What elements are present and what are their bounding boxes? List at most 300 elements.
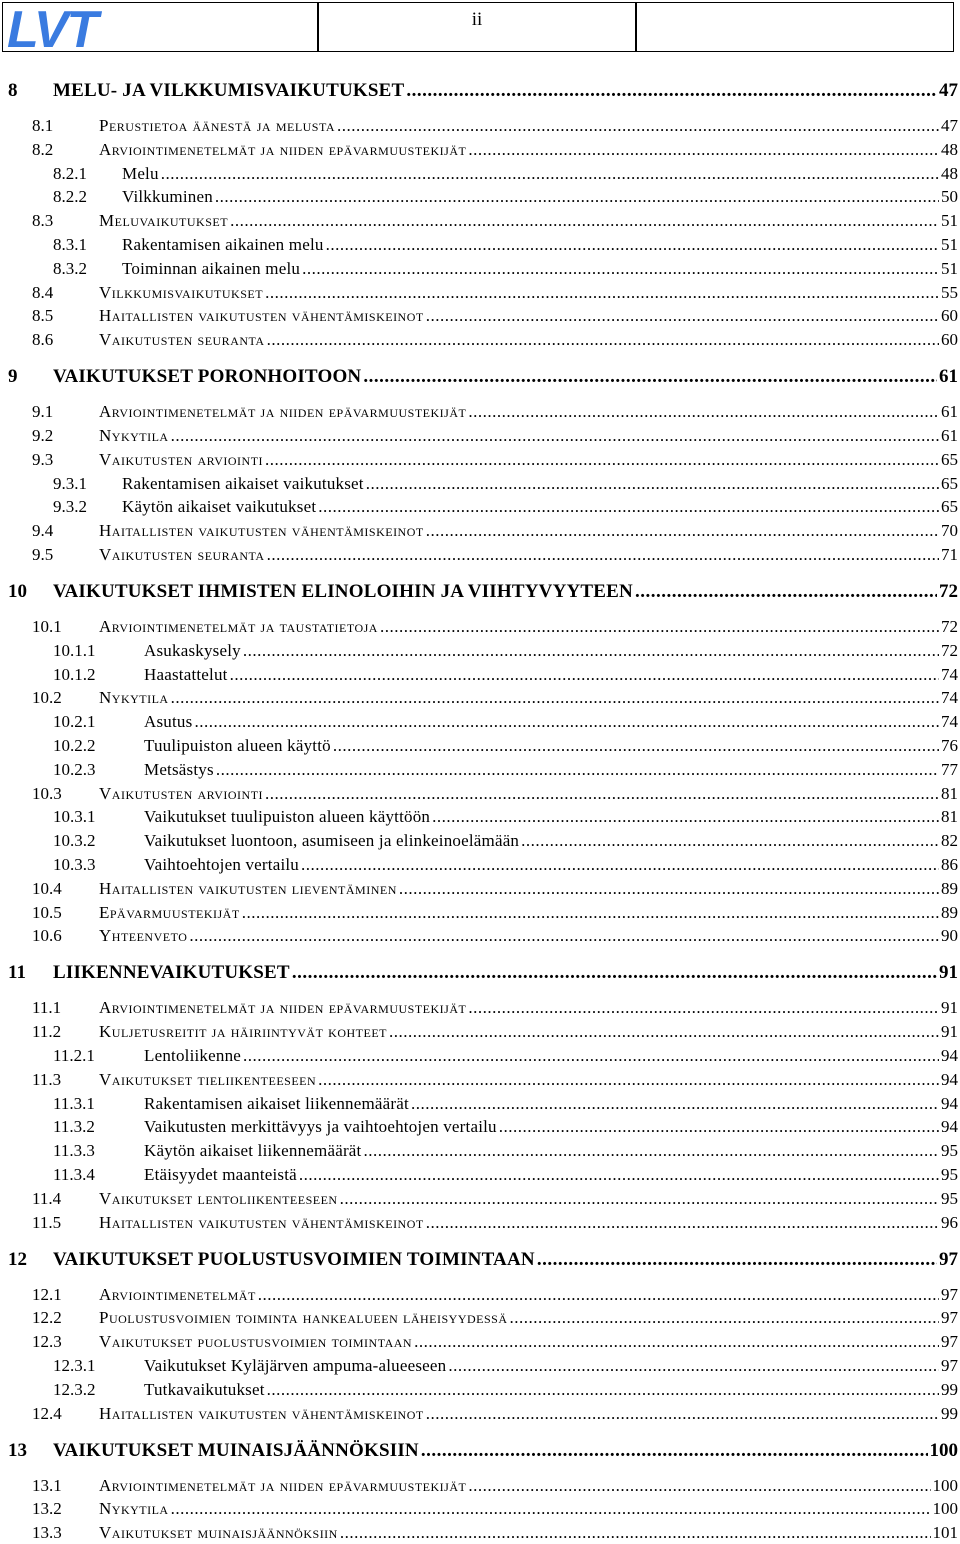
toc-page-number: 77 bbox=[941, 759, 958, 779]
toc-title: Vilkkumisvaikutukset bbox=[99, 282, 264, 302]
toc-leader-dots bbox=[432, 807, 939, 827]
toc-title: Nykytila bbox=[99, 426, 169, 445]
toc-title: Tuulipuiston alueen käyttö bbox=[144, 736, 331, 755]
toc-title-line bbox=[144, 1117, 960, 1137]
toc-section[interactable] bbox=[0, 1404, 960, 1424]
toc-title: Lentoliikenne bbox=[144, 1046, 242, 1065]
toc-page-number: 97 bbox=[941, 1332, 958, 1352]
toc-number: 11.3.4 bbox=[53, 1165, 95, 1184]
toc-leader-dots bbox=[292, 962, 937, 984]
toc-title-line bbox=[99, 306, 960, 326]
toc-number: 11.1 bbox=[32, 998, 62, 1018]
toc-page-number: 51 bbox=[941, 258, 958, 278]
toc-section[interactable] bbox=[0, 330, 960, 350]
toc-title-line bbox=[99, 450, 960, 470]
toc-title: Tutkavaikutukset bbox=[144, 1379, 265, 1399]
toc-number: 10.1.1 bbox=[53, 640, 96, 660]
toc-page-number: 65 bbox=[941, 497, 958, 517]
toc-subsection[interactable] bbox=[0, 1094, 960, 1114]
toc-number: 9.2 bbox=[32, 426, 54, 445]
toc-page-number: 72 bbox=[941, 617, 958, 636]
toc-chapter[interactable] bbox=[0, 1440, 960, 1464]
toc-section[interactable] bbox=[0, 1213, 960, 1233]
toc-number: 8.5 bbox=[32, 306, 54, 326]
toc-page-number: 72 bbox=[939, 581, 958, 602]
toc-page-number: 47 bbox=[941, 116, 958, 135]
toc-number: 12.4 bbox=[32, 1403, 62, 1423]
toc-leader-dots bbox=[426, 1404, 939, 1424]
toc-subsection[interactable] bbox=[0, 855, 960, 875]
toc-leader-dots bbox=[216, 760, 939, 780]
toc-subsection[interactable] bbox=[0, 1380, 960, 1400]
toc-title-line bbox=[144, 807, 960, 827]
toc-page-number: 61 bbox=[941, 426, 958, 445]
toc-title: VAIKUTUKSET PORONHOITOON bbox=[53, 366, 362, 388]
toc-title-line bbox=[122, 235, 960, 255]
toc-page-number: 82 bbox=[941, 831, 958, 851]
toc-title-line bbox=[99, 879, 960, 899]
toc-subsection[interactable] bbox=[0, 831, 960, 851]
toc-number: 13 bbox=[8, 1439, 27, 1461]
toc-title: Vaikutukset muinaisjäännöksiin bbox=[99, 1523, 338, 1543]
toc-number: 10.5 bbox=[32, 902, 62, 922]
toc-section[interactable] bbox=[0, 784, 960, 804]
toc-title-line bbox=[144, 665, 960, 685]
toc-subsection[interactable] bbox=[0, 641, 960, 661]
toc-title: Vaikutusten arviointi bbox=[99, 783, 264, 803]
toc-section[interactable] bbox=[0, 1070, 960, 1090]
toc-number: 10.4 bbox=[32, 878, 62, 898]
toc-page-number: 95 bbox=[941, 1188, 958, 1208]
toc-number: 11.3 bbox=[32, 1069, 62, 1089]
toc-title: Vaikutusten arviointi bbox=[99, 449, 264, 469]
toc-leader-dots bbox=[499, 1117, 939, 1137]
toc-page-number: 60 bbox=[941, 306, 958, 326]
toc-number: 8.3.2 bbox=[53, 258, 87, 278]
toc-title-line bbox=[99, 688, 960, 708]
toc-title-line bbox=[144, 736, 960, 756]
toc-leader-dots bbox=[521, 831, 939, 851]
toc-number: 8.3 bbox=[32, 211, 54, 231]
toc-number: 10 bbox=[8, 581, 27, 602]
toc-title: Vaikutusten seuranta bbox=[99, 330, 265, 350]
toc-leader-dots bbox=[265, 784, 939, 804]
toc-number: 12.2 bbox=[32, 1308, 62, 1328]
toc-subsection[interactable] bbox=[0, 1046, 960, 1066]
toc-page-number: 48 bbox=[941, 163, 958, 183]
toc-subsection[interactable] bbox=[0, 474, 960, 494]
toc-number: 8.3.1 bbox=[53, 235, 87, 254]
toc-number: 8.1 bbox=[32, 116, 54, 135]
toc-leader-dots bbox=[421, 1440, 928, 1462]
toc-number: 10.3 bbox=[32, 783, 62, 803]
toc-leader-dots bbox=[318, 497, 939, 517]
toc-section[interactable] bbox=[0, 879, 960, 899]
toc-leader-dots bbox=[161, 164, 939, 184]
toc-title: Arviointimenetelmät ja niiden epävarmuustekijät bbox=[99, 1475, 467, 1495]
toc-section[interactable] bbox=[0, 998, 960, 1018]
toc-title: VAIKUTUKSET IHMISTEN ELINOLOIHIN JA VIIHTYVYYTEEN bbox=[53, 581, 633, 602]
toc-title-line bbox=[99, 1499, 960, 1519]
toc-title-line bbox=[99, 998, 960, 1018]
toc-number: 8.2.1 bbox=[53, 163, 87, 183]
toc-number: 8.2 bbox=[32, 139, 54, 159]
toc-leader-dots bbox=[301, 855, 939, 875]
toc-title-line bbox=[53, 1440, 960, 1462]
toc-title: Haitallisten vaikutusten vähentämiskeinot bbox=[99, 306, 424, 326]
lvt-logo bbox=[7, 5, 131, 49]
toc-page-number: 90 bbox=[941, 926, 958, 946]
toc-subsection[interactable] bbox=[0, 807, 960, 827]
toc-page-number: 74 bbox=[941, 688, 958, 708]
toc-section[interactable] bbox=[0, 450, 960, 470]
toc-title-line bbox=[144, 1141, 960, 1161]
toc-page-number: 81 bbox=[941, 783, 958, 803]
toc-leader-dots bbox=[230, 665, 939, 685]
toc-page-number: 65 bbox=[941, 449, 958, 469]
toc-title: Haitallisten vaikutusten lieventäminen bbox=[99, 878, 397, 898]
toc-number: 12 bbox=[8, 1248, 27, 1270]
toc-title: Kuljetusreitit ja häiriintyvät kohteet bbox=[99, 1022, 387, 1042]
toc-title: Vaikutukset puolustusvoimien toimintaan bbox=[99, 1332, 413, 1352]
toc-title-line bbox=[144, 760, 960, 780]
toc-section[interactable] bbox=[0, 617, 960, 637]
toc-number: 12.3.1 bbox=[53, 1356, 96, 1375]
toc-title-line bbox=[99, 1189, 960, 1209]
toc-title: Haastattelut bbox=[144, 664, 228, 684]
toc-number: 9.3.1 bbox=[53, 473, 87, 493]
toc-page-number: 71 bbox=[941, 545, 958, 564]
toc-section[interactable] bbox=[0, 116, 960, 136]
toc-leader-dots bbox=[299, 1165, 939, 1185]
toc-number: 11.2 bbox=[32, 1022, 62, 1042]
toc-chapter[interactable] bbox=[0, 1249, 960, 1273]
toc-leader-dots bbox=[426, 1213, 939, 1233]
toc-leader-dots bbox=[468, 402, 939, 422]
toc-section[interactable] bbox=[0, 1022, 960, 1042]
toc-leader-dots bbox=[510, 1308, 940, 1328]
toc-title-line bbox=[99, 926, 960, 946]
toc-section[interactable] bbox=[0, 926, 960, 946]
toc-leader-dots bbox=[215, 187, 939, 207]
toc-section[interactable] bbox=[0, 545, 960, 565]
toc-title-line bbox=[99, 521, 960, 541]
toc-leader-dots bbox=[171, 688, 939, 708]
toc-number: 8.2.2 bbox=[53, 187, 87, 207]
toc-page-number: 100 bbox=[929, 1439, 958, 1461]
toc-leader-dots bbox=[389, 1022, 939, 1042]
toc-subsection[interactable] bbox=[0, 164, 960, 184]
toc-leader-dots bbox=[333, 736, 939, 756]
toc-number: 12.1 bbox=[32, 1284, 62, 1304]
toc-title: Vaikutusten merkittävyys ja vaihtoehtojen vertailu bbox=[144, 1117, 497, 1137]
toc-title-line bbox=[144, 1165, 960, 1185]
toc-title: Vaihtoehtojen vertailu bbox=[144, 855, 299, 874]
toc-title-line bbox=[53, 1249, 960, 1271]
toc-section[interactable] bbox=[0, 306, 960, 326]
toc-page-number: 51 bbox=[941, 211, 958, 231]
toc-number: 8.4 bbox=[32, 282, 54, 302]
toc-page-number: 74 bbox=[941, 712, 958, 732]
toc-title: Haitallisten vaikutusten vähentämiskeinot bbox=[99, 1403, 424, 1423]
toc-number: 10.3.2 bbox=[53, 831, 96, 851]
toc-title-line bbox=[144, 1380, 960, 1400]
toc-subsection[interactable] bbox=[0, 760, 960, 780]
toc-leader-dots bbox=[318, 1070, 939, 1090]
toc-title-line bbox=[99, 426, 960, 446]
toc-leader-dots bbox=[380, 617, 939, 637]
toc-title: Etäisyydet maanteistä bbox=[144, 1165, 297, 1184]
toc-leader-dots bbox=[411, 1094, 939, 1114]
toc-page-number: 81 bbox=[941, 807, 958, 827]
toc-title-line bbox=[99, 116, 960, 136]
toc-subsection[interactable] bbox=[0, 235, 960, 255]
toc-section[interactable] bbox=[0, 1476, 960, 1496]
toc-section[interactable] bbox=[0, 283, 960, 303]
toc-title: Melu bbox=[122, 163, 159, 183]
toc-title: Arviointimenetelmät ja niiden epävarmuustekijät bbox=[99, 402, 467, 422]
toc-page-number: 51 bbox=[941, 235, 958, 254]
toc-number: 9.3 bbox=[32, 449, 54, 469]
toc-leader-dots bbox=[468, 998, 939, 1018]
toc-title: Vilkkuminen bbox=[122, 187, 213, 207]
toc-number: 9.4 bbox=[32, 521, 54, 541]
toc-number: 11.3.2 bbox=[53, 1117, 95, 1137]
toc-number: 12.3 bbox=[32, 1332, 62, 1352]
toc-number: 8 bbox=[8, 80, 18, 101]
toc-page-number: 50 bbox=[941, 187, 958, 207]
toc-title: Arviointimenetelmät ja niiden epävarmuustekijät bbox=[99, 139, 467, 159]
toc-title: Vaikutukset Kyläjärven ampuma-alueeseen bbox=[144, 1356, 447, 1375]
toc-title-line bbox=[99, 283, 960, 303]
toc-title-line bbox=[99, 1285, 960, 1305]
toc-leader-dots bbox=[414, 1332, 939, 1352]
toc-section[interactable] bbox=[0, 1285, 960, 1305]
toc-subsection[interactable] bbox=[0, 1117, 960, 1137]
toc-chapter[interactable] bbox=[0, 581, 960, 605]
toc-leader-dots bbox=[340, 1189, 939, 1209]
toc-leader-dots bbox=[267, 545, 939, 565]
toc-leader-dots bbox=[340, 1523, 931, 1543]
toc-chapter[interactable] bbox=[0, 366, 960, 390]
toc-title-line bbox=[99, 211, 960, 231]
toc-title: Vaikutukset tuulipuiston alueen käyttöön bbox=[144, 807, 431, 827]
toc-number: 11.4 bbox=[32, 1188, 62, 1208]
toc-subsection[interactable] bbox=[0, 1356, 960, 1376]
toc-title: Rakentamisen aikaiset liikennemäärät bbox=[144, 1093, 409, 1113]
toc-title-line bbox=[144, 831, 960, 851]
toc-section[interactable] bbox=[0, 426, 960, 446]
toc-title: Rakentamisen aikainen melu bbox=[122, 235, 324, 254]
toc-chapter[interactable] bbox=[0, 962, 960, 986]
toc-title: VAIKUTUKSET PUOLUSTUSVOIMIEN TOIMINTAAN bbox=[53, 1248, 535, 1270]
toc-leader-dots bbox=[243, 641, 939, 661]
toc-page-number: 99 bbox=[941, 1403, 958, 1423]
toc-number: 11.3.3 bbox=[53, 1141, 95, 1161]
toc-title: Vaikutukset lentoliikenteeseen bbox=[99, 1188, 338, 1208]
toc-title-line bbox=[99, 140, 960, 160]
toc-page-number: 55 bbox=[941, 282, 958, 302]
toc-title: Vaikutusten seuranta bbox=[99, 545, 265, 564]
toc-title: Käytön aikaiset liikennemäärät bbox=[144, 1141, 362, 1161]
toc-title-line bbox=[144, 1356, 960, 1376]
toc-section[interactable] bbox=[0, 211, 960, 231]
toc-number: 11.5 bbox=[32, 1212, 62, 1232]
toc-leader-dots bbox=[265, 283, 939, 303]
toc-page-number: 100 bbox=[932, 1475, 958, 1495]
toc-leader-dots bbox=[243, 1046, 939, 1066]
lvt-logo-text: LVT bbox=[7, 5, 97, 49]
toc-page-number: 47 bbox=[939, 80, 958, 101]
toc-title-line bbox=[53, 80, 960, 102]
toc-section[interactable] bbox=[0, 1499, 960, 1519]
toc-title-line bbox=[99, 903, 960, 923]
toc-page-number: 72 bbox=[941, 640, 958, 660]
toc-section[interactable] bbox=[0, 402, 960, 422]
toc-leader-dots bbox=[326, 235, 939, 255]
toc-page-number: 60 bbox=[941, 330, 958, 350]
toc-section[interactable] bbox=[0, 521, 960, 541]
toc-subsection[interactable] bbox=[0, 665, 960, 685]
toc-leader-dots bbox=[267, 330, 939, 350]
toc-title: Yhteenveto bbox=[99, 926, 188, 946]
toc-number: 10.2.2 bbox=[53, 736, 96, 755]
toc-chapter[interactable] bbox=[0, 80, 960, 104]
toc-page-number: 91 bbox=[939, 962, 958, 984]
toc-number: 11 bbox=[8, 962, 26, 984]
toc-leader-dots bbox=[363, 366, 937, 388]
toc-title-line bbox=[99, 1070, 960, 1090]
toc-number: 12.3.2 bbox=[53, 1379, 96, 1399]
toc-title-line bbox=[99, 1308, 960, 1328]
toc-page-number: 91 bbox=[941, 998, 958, 1018]
toc-page-number: 95 bbox=[941, 1165, 958, 1184]
toc-section[interactable] bbox=[0, 1308, 960, 1328]
toc-page-number: 94 bbox=[941, 1046, 958, 1065]
toc-title-line bbox=[53, 962, 960, 984]
toc-subsection[interactable] bbox=[0, 497, 960, 517]
toc-title: Haitallisten vaikutusten vähentämiskeinot bbox=[99, 1212, 424, 1232]
toc-title: Arviointimenetelmät ja taustatietoja bbox=[99, 617, 378, 636]
toc-leader-dots bbox=[302, 259, 939, 279]
toc-page-number: 97 bbox=[939, 1248, 958, 1270]
toc-title-line bbox=[99, 1523, 960, 1543]
toc-title: VAIKUTUKSET MUINAISJÄÄNNÖKSIIN bbox=[53, 1439, 419, 1461]
toc-page-number: 86 bbox=[941, 855, 958, 874]
toc-title-line bbox=[99, 1404, 960, 1424]
toc-section[interactable] bbox=[0, 1189, 960, 1209]
toc-page-number: 48 bbox=[941, 139, 958, 159]
toc-title-line bbox=[144, 855, 960, 875]
toc-leader-dots bbox=[230, 211, 939, 231]
toc-page-number: 94 bbox=[941, 1117, 958, 1137]
toc-title-line bbox=[53, 581, 960, 603]
toc-number: 10.3.1 bbox=[53, 807, 96, 827]
toc-leader-dots bbox=[448, 1356, 939, 1376]
toc-number: 10.1.2 bbox=[53, 664, 96, 684]
toc-number: 8.6 bbox=[32, 330, 54, 350]
toc-number: 10.1 bbox=[32, 617, 62, 636]
toc-title-line bbox=[99, 1213, 960, 1233]
toc-title: MELU- JA VILKKUMISVAIKUTUKSET bbox=[53, 80, 405, 101]
toc-page-number: 95 bbox=[941, 1141, 958, 1161]
toc-number: 9.1 bbox=[32, 402, 54, 422]
toc-leader-dots bbox=[267, 1380, 939, 1400]
toc-leader-dots bbox=[426, 521, 939, 541]
toc-section[interactable] bbox=[0, 688, 960, 708]
toc-leader-dots bbox=[265, 450, 939, 470]
toc-title-line bbox=[144, 641, 960, 661]
toc-page-number: 89 bbox=[941, 902, 958, 922]
toc-title-line bbox=[99, 402, 960, 422]
toc-subsection[interactable] bbox=[0, 1141, 960, 1161]
toc-page-number: 74 bbox=[941, 664, 958, 684]
toc-title-line bbox=[122, 497, 960, 517]
toc-page-number: 65 bbox=[941, 473, 958, 493]
toc-page-number: 61 bbox=[939, 366, 958, 388]
toc-title-line bbox=[144, 1046, 960, 1066]
toc-number: 9 bbox=[8, 366, 18, 388]
toc-leader-dots bbox=[635, 581, 937, 603]
toc-subsection[interactable] bbox=[0, 187, 960, 207]
toc-subsection[interactable] bbox=[0, 259, 960, 279]
page-header bbox=[0, 0, 960, 56]
toc-number: 10.2.3 bbox=[53, 759, 96, 779]
toc-leader-dots bbox=[426, 306, 939, 326]
toc-title-line bbox=[122, 259, 960, 279]
toc-section[interactable] bbox=[0, 1332, 960, 1352]
toc-title-line bbox=[99, 1476, 960, 1496]
toc-title-line bbox=[99, 1022, 960, 1042]
toc-leader-dots bbox=[171, 1499, 931, 1519]
toc-leader-dots bbox=[366, 474, 939, 494]
toc-title: Nykytila bbox=[99, 1499, 169, 1519]
toc-page-number: 97 bbox=[941, 1356, 958, 1375]
toc-page-number: 97 bbox=[941, 1284, 958, 1304]
toc-leader-dots bbox=[399, 879, 939, 899]
toc-subsection[interactable] bbox=[0, 1165, 960, 1185]
toc-leader-dots bbox=[194, 712, 939, 732]
toc-title-line bbox=[99, 330, 960, 350]
toc-title: Meluvaikutukset bbox=[99, 211, 229, 231]
page-number-cell bbox=[318, 2, 636, 52]
header-empty-cell bbox=[636, 2, 954, 52]
toc-leader-dots bbox=[337, 116, 939, 136]
toc-page-number: 76 bbox=[941, 736, 958, 755]
toc-title-line bbox=[122, 474, 960, 494]
toc-leader-dots bbox=[189, 926, 939, 946]
toc-title: Nykytila bbox=[99, 688, 169, 708]
toc-section[interactable] bbox=[0, 903, 960, 923]
toc-leader-dots bbox=[258, 1285, 939, 1305]
toc-title: Arviointimenetelmät bbox=[99, 1284, 256, 1304]
toc-leader-dots bbox=[242, 903, 939, 923]
toc-subsection[interactable] bbox=[0, 736, 960, 756]
toc-page-number: 94 bbox=[941, 1069, 958, 1089]
toc-section[interactable] bbox=[0, 140, 960, 160]
toc-leader-dots bbox=[171, 426, 939, 446]
toc-title: Epävarmuustekijät bbox=[99, 902, 240, 922]
toc-leader-dots bbox=[468, 140, 939, 160]
toc-number: 13.2 bbox=[32, 1499, 62, 1519]
toc-subsection[interactable] bbox=[0, 712, 960, 732]
toc-title-line bbox=[99, 545, 960, 565]
toc-section[interactable] bbox=[0, 1523, 960, 1543]
toc-leader-dots bbox=[468, 1476, 930, 1496]
toc-leader-dots bbox=[406, 80, 937, 102]
toc-page-number: 91 bbox=[941, 1022, 958, 1042]
toc-title: Puolustusvoimien toiminta hankealueen läheisyydessä bbox=[99, 1308, 508, 1328]
